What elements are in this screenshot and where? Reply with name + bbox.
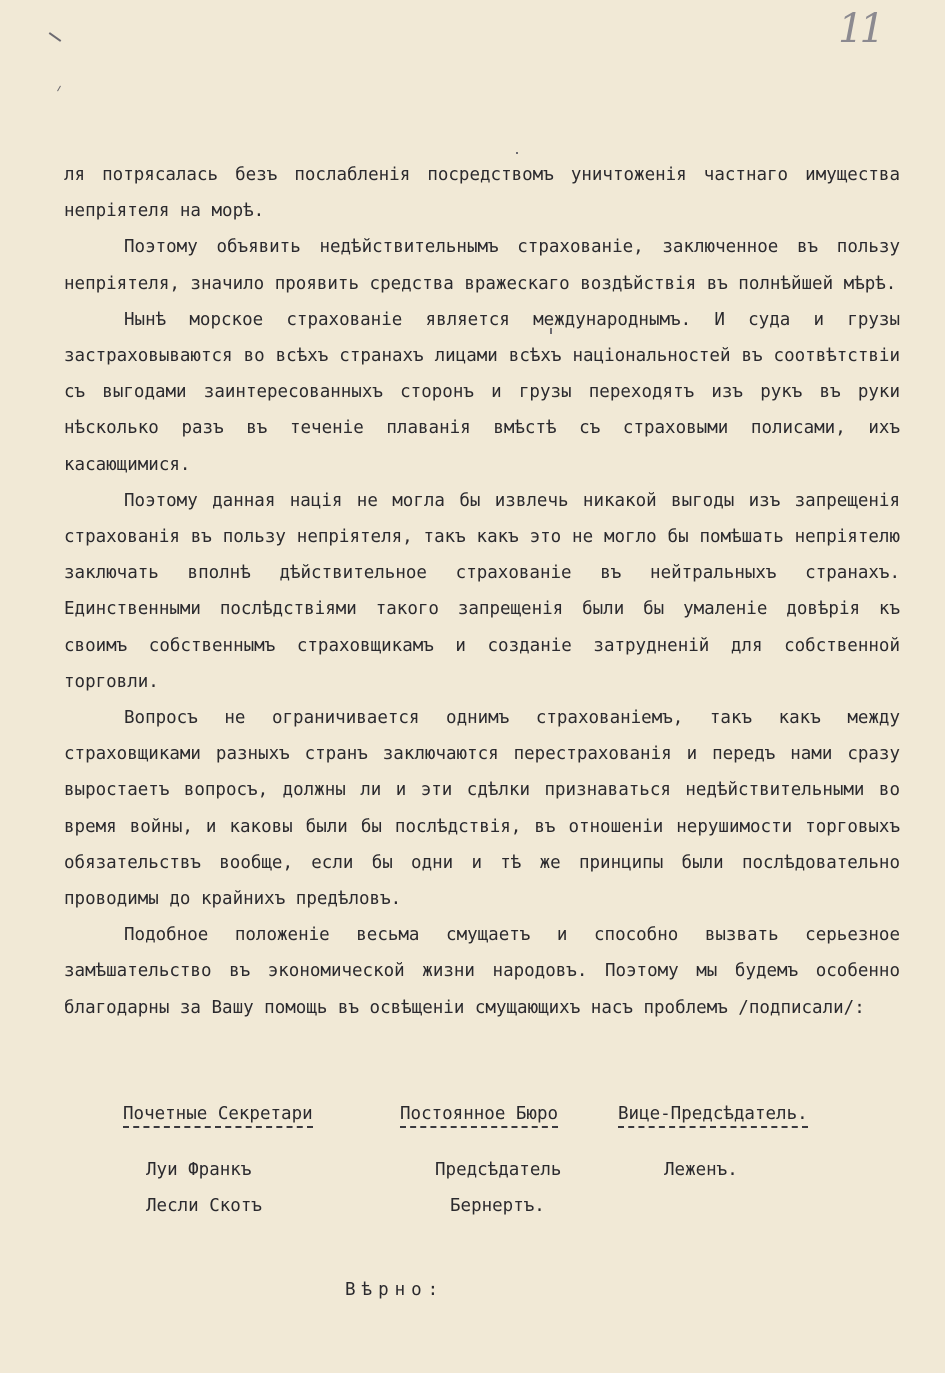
- signature-name-scott: Лесли Скотъ: [146, 1196, 262, 1216]
- signature-name-chairman-title: Предсѣдатель: [435, 1160, 562, 1180]
- signature-name-lejeune: Леженъ.: [664, 1160, 738, 1180]
- ink-speck: [516, 152, 518, 154]
- paragraph-2: Поэтому объявить недѣйствительнымъ страхованіе, заключенное въ пользу непріятеля, значило проявить средства вражескаго воздѣйствія въ полнѣйшей мѣрѣ.: [64, 237, 900, 294]
- paragraph-5: Вопросъ не ограничивается однимъ страхованіемъ, такъ какъ между страховщиками разныхъ странъ заключаются перестрахованія и передъ нами сразу выростаетъ вопросъ, должны ли и эти сдѣлки признаваться недѣйствительными во время войны, и каковы были бы послѣдствія, въ отношеніи нерушимости торговыхъ обязательствъ вообще, если бы одни и тѣ же принципы были послѣдовательно проводимы до крайнихъ предѣловъ.: [64, 708, 900, 910]
- paragraph-6: Подобное положеніе весьма смущаетъ и способно вызвать серьезное замѣшательство въ экономической жизни народовъ. Поэтому мы будемъ особенно благодарны за Вашу помощь въ освѣщеніи смущающихъ насъ проблемъ /подписали/:: [64, 925, 900, 1018]
- ink-speck: [49, 32, 62, 42]
- ink-speck: [57, 86, 61, 92]
- signature-heading-vice-president: Вице-Предсѣдатель.: [618, 1104, 808, 1128]
- signature-name-bernert: Бернертъ.: [450, 1196, 545, 1216]
- signature-heading-honorary-secretaries: Почетные Секретари: [123, 1104, 313, 1128]
- certification-mark: Вѣрно:: [345, 1280, 445, 1300]
- paragraph-3: Нынѣ морское страхованіе является международнымъ. И суда и грузы застраховываются во всѣхъ странахъ лицами всѣхъ національностей въ соотвѣтствіи съ выгодами заинтересованныхъ сторонъ и грузы переходятъ изъ рукъ въ руки нѣсколько разъ въ теченіе плаванія вмѣстѣ съ страховыми полисами, ихъ касающимися.: [64, 309, 900, 475]
- paragraph-1: ля потрясалась безъ послабленія посредствомъ уничтоженія частнаго имущества непріятеля на морѣ.: [64, 165, 900, 222]
- signature-name-frank: Луи Франкъ: [146, 1160, 252, 1180]
- body-text: [64, 157, 900, 1026]
- paragraph-4: Поэтому данная нація не могла бы извлечь никакой выгоды изъ запрещенія страхованія въ пользу непріятеля, такъ какъ это не могло бы помѣшать непріятелю заключать вполнѣ дѣйствительное страхованіе въ нейтральныхъ странахъ. Единственными послѣдствіями такого запрещенія были бы умаленіе довѣрія къ своимъ собственнымъ страховщикамъ и созданіе затрудненій для собственной торговли.: [64, 490, 900, 692]
- signature-heading-permanent-bureau: Постоянное Бюро: [400, 1104, 558, 1128]
- folio-number: 11: [838, 6, 881, 52]
